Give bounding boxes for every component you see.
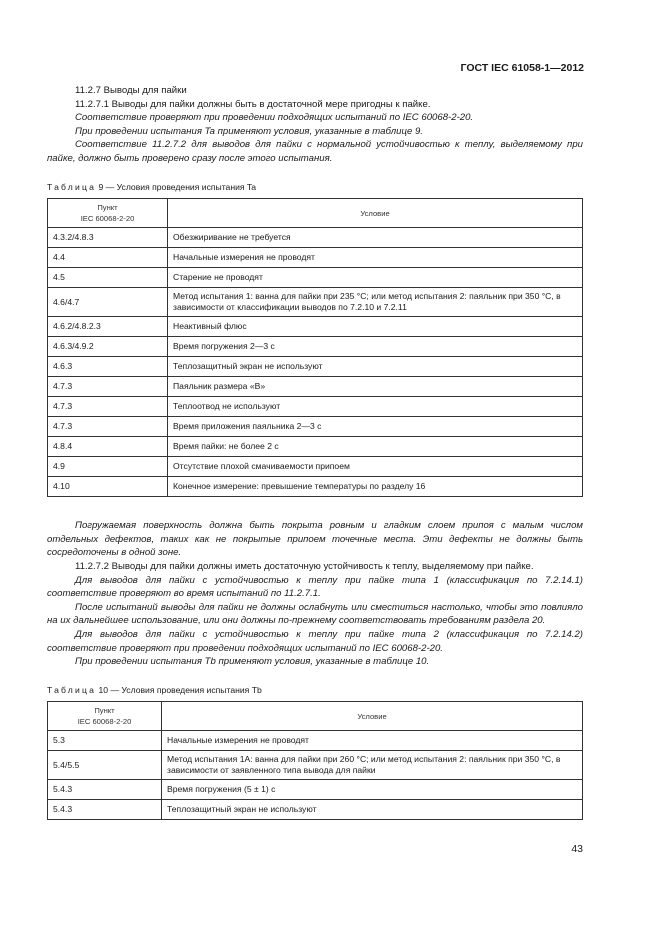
- condition-cell: Метод испытания 1А: ванна для пайки при 260 °С; или метод испытания 2: паяльник при 350 °С, в зависимости от заявленного типа вывода для пайки: [162, 751, 583, 780]
- table10: [47, 701, 583, 820]
- table9-header-row: [48, 199, 583, 228]
- clause-cell: 5.3: [48, 731, 162, 751]
- table10-col-clause-header: Пункт IEC 60068-2-20: [48, 702, 162, 731]
- clause-cell: 4.6/4.7: [48, 288, 168, 317]
- paragraph: 11.2.7.1 Выводы для пайки должны быть в достаточной мере пригодны к пайке.: [75, 98, 431, 110]
- clause-cell: 4.6.3: [48, 357, 168, 377]
- table-row: [48, 228, 583, 248]
- table-row: [48, 377, 583, 397]
- table-row: [48, 397, 583, 417]
- clause-cell: 4.6.3/4.9.2: [48, 337, 168, 357]
- table-row: [48, 457, 583, 477]
- condition-cell: Теплоотвод не используют: [168, 397, 583, 417]
- clause-cell: 4.10: [48, 477, 168, 497]
- paragraph: При проведении испытания Tb применяют условия, указанные в таблице 10.: [75, 656, 430, 668]
- condition-cell: Начальные измерения не проводят: [162, 731, 583, 751]
- table-row: [48, 317, 583, 337]
- table10-caption: Таблица 10 — Условия проведения испытания Tb: [47, 684, 262, 695]
- table-row: [48, 248, 583, 268]
- page-content: [47, 84, 583, 820]
- clause-cell: 4.9: [48, 457, 168, 477]
- table-row: [48, 800, 583, 820]
- condition-cell: Время погружения (5 ± 1) с: [162, 780, 583, 800]
- clause-cell: 4.4: [48, 248, 168, 268]
- clause-cell: 5.4.3: [48, 780, 162, 800]
- condition-cell: Время приложения паяльника 2—3 с: [168, 417, 583, 437]
- condition-cell: Теплозащитный экран не используют: [162, 800, 583, 820]
- condition-cell: Конечное измерение: превышение температуры по разделу 16: [168, 477, 583, 497]
- paragraph: 11.2.7.2 Выводы для пайки должны иметь достаточную устойчивость к теплу, выделяемому при пайке.: [75, 560, 534, 572]
- table-row: [48, 288, 583, 317]
- table10-header-row: [48, 702, 583, 731]
- table9: [47, 198, 583, 497]
- condition-cell: Время погружения 2—3 с: [168, 337, 583, 357]
- condition-cell: Отсутствие плохой смачиваемости припоем: [168, 457, 583, 477]
- document-code: ГОСТ IEC 61058-1—2012: [460, 62, 584, 74]
- page-number: 43: [571, 843, 583, 855]
- paragraph: Для выводов для пайки с устойчивостью к теплу при пайке типа 2 (классификация по 7.2.14.2) соответствие проверяют при проведении подходящих испытаний по IEC 60068-2-20.: [47, 628, 583, 654]
- clause-cell: 5.4/5.5: [48, 751, 162, 780]
- table-row: [48, 780, 583, 800]
- condition-cell: Метод испытания 1: ванна для пайки при 235 °С; или метод испытания 2: паяльник при 350 °С, в зависимости от классификации выводов по 7.2.10 и 7.2.11: [168, 288, 583, 317]
- condition-cell: Обезжиривание не требуется: [168, 228, 583, 248]
- condition-cell: Время пайки: не более 2 с: [168, 437, 583, 457]
- table-row: [48, 417, 583, 437]
- table-row: [48, 437, 583, 457]
- middle-paragraphs: [47, 519, 583, 669]
- table-row: [48, 731, 583, 751]
- paragraph: При проведении испытания Ta применяют условия, указанные в таблице 9.: [75, 125, 423, 137]
- table-row: [48, 477, 583, 497]
- clause-cell: 4.7.3: [48, 397, 168, 417]
- table9-caption: Таблица 9 — Условия проведения испытания Ta: [47, 181, 256, 192]
- table-row: [48, 337, 583, 357]
- condition-cell: Паяльник размера «В»: [168, 377, 583, 397]
- condition-cell: Теплозащитный экран не используют: [168, 357, 583, 377]
- table-row: [48, 751, 583, 780]
- paragraph: После испытаний выводы для пайки не должны ослабнуть или сместиться настолько, чтобы это повлияло на их дальнейшее использование, или они должны по-прежнему соответствовать требованиям раздела 20.: [47, 601, 583, 627]
- table-row: [48, 268, 583, 288]
- clause-cell: 4.6.2/4.8.2.3: [48, 317, 168, 337]
- clause-cell: 4.8.4: [48, 437, 168, 457]
- clause-cell: 4.5: [48, 268, 168, 288]
- condition-cell: Неактивный флюс: [168, 317, 583, 337]
- paragraph: Для выводов для пайки с устойчивостью к теплу при пайке типа 1 (классификация по 7.2.14.1) соответствие проверяют во время испытаний по 11.2.7.1.: [47, 574, 583, 600]
- clause-cell: 4.7.3: [48, 377, 168, 397]
- table9-col-clause-header: Пункт IEC 60068-2-20: [48, 199, 168, 228]
- paragraph: Соответствие проверяют при проведении подходящих испытаний по IEC 60068-2-20.: [75, 112, 474, 124]
- paragraph: Погружаемая поверхность должна быть покрыта ровным и гладким слоем припоя с малым числом отдельных дефектов, таких как не покрытые припоем точечные места. Эти дефекты не должны быть сосредоточены в одной зоне.: [47, 520, 583, 559]
- condition-cell: Начальные измерения не проводят: [168, 248, 583, 268]
- condition-cell: Старение не проводят: [168, 268, 583, 288]
- table10-col-condition-header: Условие: [162, 702, 583, 731]
- table9-col-condition-header: Условие: [168, 199, 583, 228]
- clause-cell: 4.7.3: [48, 417, 168, 437]
- table-row: [48, 357, 583, 377]
- paragraph: 11.2.7 Выводы для пайки: [75, 85, 187, 96]
- top-paragraphs: [47, 84, 583, 166]
- clause-cell: 4.3.2/4.8.3: [48, 228, 168, 248]
- clause-cell: 5.4.3: [48, 800, 162, 820]
- paragraph: Соответствие 11.2.7.2 для выводов для пайки с нормальной устойчивостью к теплу, выделяемому при пайке, должно быть проверено сразу после этого испытания.: [47, 139, 583, 164]
